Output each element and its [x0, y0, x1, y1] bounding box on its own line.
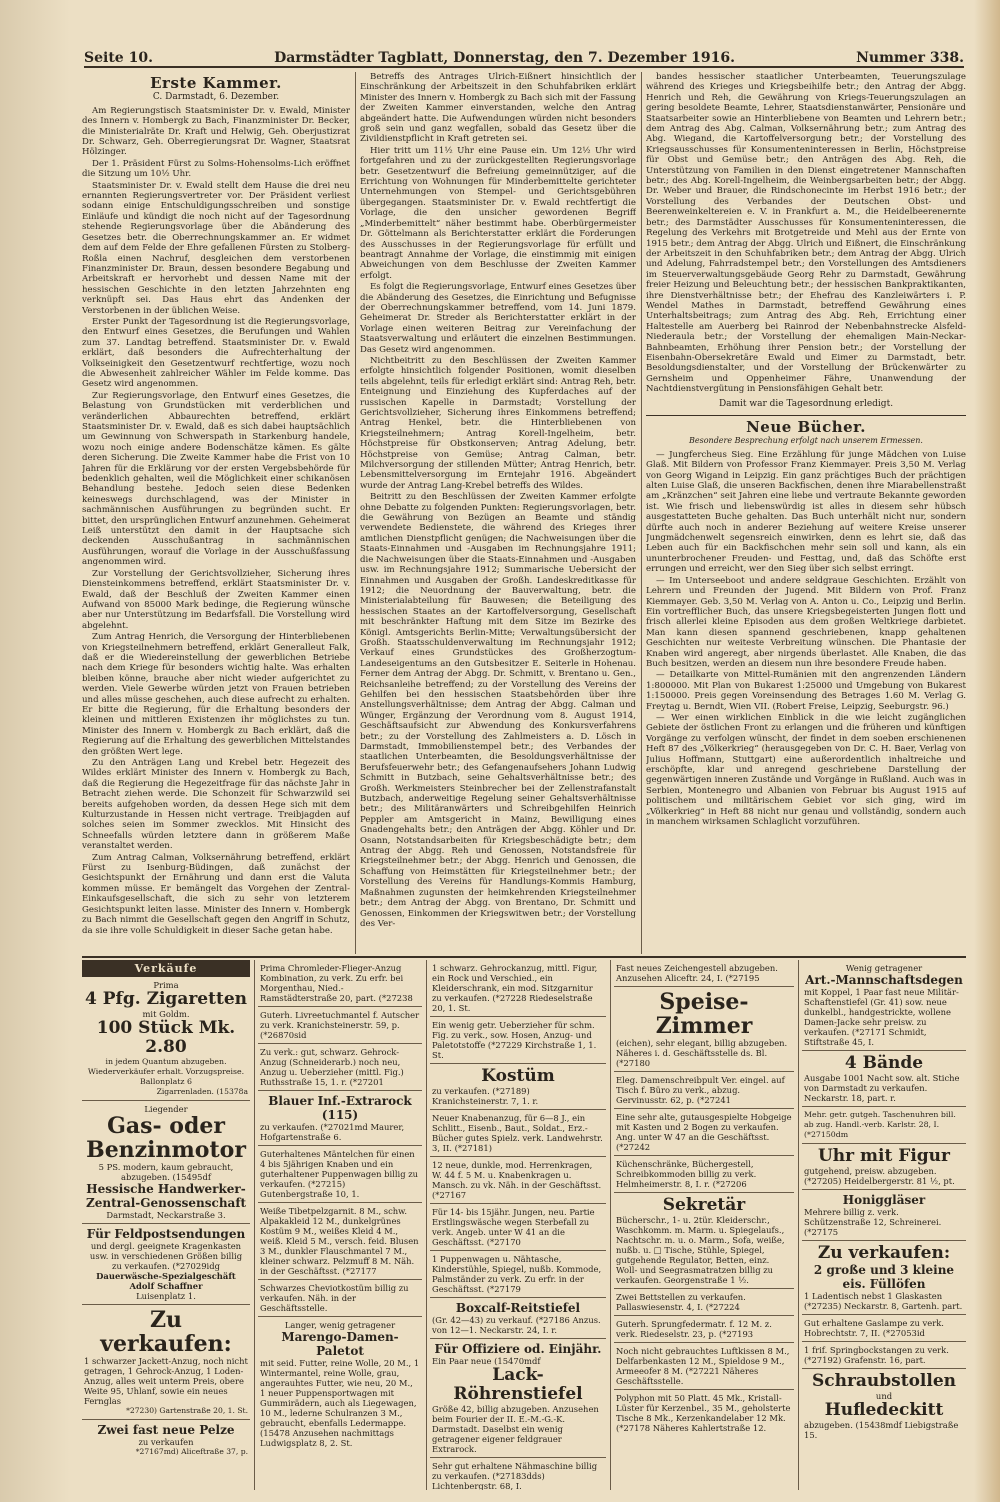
- ad-text: Eine sehr alte, gutausgespielte Hobgeige mit Kasten und 2 Bogen zu verkaufen. Ang. unter W 47 an die Geschäftsst. (*27242: [616, 1112, 792, 1152]
- ad-item: [802, 1051, 966, 1107]
- ad-item: [430, 1157, 606, 1204]
- ad-item: [430, 1298, 606, 1339]
- ad-text: gutgehend, preisw. abzugeben. (*27205) Heidelbergerstr. 81 ½, pt.: [804, 1166, 955, 1186]
- ad-item: [430, 1064, 606, 1110]
- book-review: — Im Unterseeboot und andere seldgraue Geschichten. Erzählt von Lehrern und Freunden der Jugend. Mit Bildern von Prof. Franz Kiemmayer. Geb. 3,50 M. Verlag von A. Anton u. Co., Leipzig und Berlin. Ein vortrefflicher Buch, das unsere Kriegsbegeisterten Jungen flott und frisch allerlei kleine Episoden aus dem großen Weltkriege darbietet. Man kann diesen spannend geschriebenen, knapp gehaltenen Geschichten nur weiteste Verbreitung wünschen. Die Phantasie der Knaben wird angeregt, aber nirgends überlastet. Alle Knaben, die das Buch besitzen, werden an diesem nun ihre besondere Freude haben.: [646, 575, 966, 669]
- ad-headline: Für Offiziere od. Einjähr.: [434, 1342, 602, 1356]
- ad-item: [614, 960, 794, 987]
- ad-text: Polyphon mit 50 Platt. 45 Mk., Kristall-Lüster für Kerzenbel., 35 M., geholsterte Tische 8 Mk., Kerzenkandelaber 12 Mk. (*27178 Näheres Kahlertstraße 12.: [616, 1393, 791, 1433]
- ad-headline: Zu verkaufen:: [100, 1307, 232, 1357]
- ad-text: 5 PS. modern, kaum gebraucht, abzugeben. (15495df: [98, 1162, 234, 1182]
- ad-item: [430, 1458, 606, 1490]
- ad-item: [614, 987, 794, 1072]
- paragraph: Zum Antrag Henrich, die Versorgung der Hinterbliebenen von Kriegsteilnehmern betreffend, erklärt Generalleut Falk, daß er die Wiedereinstellung der gewerblichen Betriebe nach dem Kriege für besonders wichtig halte. Was erhalten bleiben könne, brauche aber nicht wieder aufgerichtet zu werden. Viele Gewerbe würden jetzt von Frauen betrieben und alles müsse geschehen, auch diese aufrecht zu erhalten. Er bitte die Regierung, für die Erhaltung besonders der kleinen und mittleren Existenzen ihr möglichstes zu tun. Minister des Innern v. Hombergk zu Bach erklärt, daß die Regierung auf die Erhaltung des gewerblichen Mittelstandes den größten Wert lege.: [82, 632, 350, 757]
- ad-firm: Dauerwäsche-Spezialgeschäft Adolf Schaffner: [96, 1271, 236, 1291]
- ad-text: zu verkaufen. (*27189) Kranichsteinerstr. 7, 1. r.: [432, 1086, 539, 1106]
- ad-item: [614, 1193, 794, 1289]
- ad-item: [258, 1203, 422, 1280]
- books-heading: Neue Bücher.: [746, 418, 866, 436]
- ad-item: [614, 1316, 794, 1343]
- ad-text: Guterhaltenes Mäntelchen für einen 4 bis 5jährigen Knaben und ein guterhaltener Puppenwagen billig zu verkaufen. (*27215) Gutenbergstraße 10, 1.: [260, 1149, 419, 1199]
- ad-headline: Zu verkaufen:: [817, 1243, 951, 1263]
- ad-headline: 4 Bände: [844, 1053, 924, 1073]
- paragraph: Staatsminister Dr. v. Ewald stellt dem Hause die drei neu ernannten Regierungsvertreter vor. Der Präsident verliest sodann einige Entschuldigungsschreiben und sonstige Einläufe und kündigt die noch nicht auf der Tagesordnung stehende Regierungsvorlage über die Abänderung des Gesetzes betr. die Oberrechnungskammer an. Er widmet dem auf dem Felde der Ehre gefallenen Fürsten zu Stolberg-Roßla einen Nachruf, desgleichen dem verstorbenen Finanzminister Dr. Braun, dessen besondere Begabung und Arbeitskraft er hervorhebt und dessen Name mit der hessischen Geschichte in den letzten Jahrzehnten eng verknüpft sei. Das Haus ehrt das Andenken der Verstorbenen in der üblichen Weise.: [82, 180, 350, 316]
- ad-item: [802, 1144, 966, 1190]
- ad-item: [802, 1107, 966, 1144]
- ad-text: 1 schwarzer Jackett-Anzug, noch nicht getragen, 1 Gehrock-Anzug, 1 Loden-Anzug, alles weit unterm Preis, obere Weite 95, Uhlanf, sowie ein neues Fernglas: [84, 1356, 248, 1406]
- ad-item: [614, 1390, 794, 1436]
- ad-item: [258, 1280, 422, 1317]
- ad-text: Ausgabe 1001 Nacht sow. alt. Stiche von Darmstadt zu verkaufen. Neckarstr. 18, part. r.: [804, 1073, 960, 1103]
- ad-item: [258, 1007, 422, 1044]
- ad-text: 1 frif. Springbockstangen zu verk. (*27192) Grafenstr. 16, part.: [804, 1345, 949, 1365]
- ad-text: Schwarzes Cheviotkostüm billig zu verkaufen. Näh. in der Geschäftsstelle.: [260, 1283, 409, 1313]
- ad-suits: [82, 1305, 250, 1420]
- ad-text: zu verkaufen. (*27021md Maurer, Hofgartenstraße 6.: [260, 1122, 405, 1142]
- ad-text: mit seid. Futter, reine Wolle, 20 M., 1 Wintermantel, reine Wolle, grau, angerauhtes Futter, wie neu, 20 M., 1 neuer Puppensportwagen mit Gummirädern, auch als Liegewagen, 10 M., lederne Schulranzen 3 M., gebraucht, ebenfalls Ledermappe. (15478 Anzusehen nachmittags Ludwigsplatz 8, 2. St.: [260, 1358, 420, 1448]
- paragraph: Erster Punkt der Tagesordnung ist die Regierungsvorlage, den Entwurf eines Gesetzes, die Berufungen und Wahlen zum 37. Landtag betreffend. Staatsminister Dr. v. Ewald erklärt, daß besonders die Aufrechterhaltung der Volkseinigkeit den Gesetzentwurf rechtfertige, wozu noch die Abwesenheit zahlreicher Wähler im Felde komme. Das Gesetz wird angenommen.: [82, 316, 350, 390]
- ad-text: Mehrere billig z. verk. Schützenstraße 12, Schreinerei. (*27175: [804, 1207, 942, 1237]
- ad-headline: Art.-Mannschaftsdegen: [805, 973, 963, 987]
- masthead: [84, 44, 964, 68]
- ad-address: Darmstadt, Neckarstraße 3.: [106, 1210, 226, 1220]
- paragraph: Der 1. Präsident Fürst zu Solms-Hohensolms-Lich eröffnet die Sitzung um 10½ Uhr.: [82, 158, 350, 180]
- page-number: Seite 10.: [84, 50, 153, 66]
- ad-text: und: [875, 1391, 893, 1401]
- ad-text: Wenig getragener: [845, 963, 923, 973]
- ad-headline: Sekretär: [662, 1195, 746, 1215]
- column-divider: [641, 72, 642, 954]
- ad-headline: Lack-Röhrenstiefel: [453, 1365, 583, 1404]
- ad-item: [614, 1072, 794, 1109]
- ad-item: [430, 1339, 606, 1458]
- ad-item: [430, 1017, 606, 1064]
- book-review: — Wer einen wirklichen Einblick in die wie leicht zugänglichen Gebiete der östlichen Front zu erlangen und die früheren und künftigen Vorgänge zu verfolgen wünscht, der findet in dem soeben erschienenen Heft 87 des „Völkerkrieg“ (herausgegeben von Dr. C. H. Baer, Verlag von Julius Hoffmann, Stuttgart) eine außerordentlich inhaltreiche und erschöpfte, klar und anregend geschriebene Darstellung der gegenwärtigen inneren Zustände und Vorgänge in Rußland. Auch was in Serbien, Montenegro und Albanien von Februar bis August 1915 auf politischem und militärischem Gebiet vor sich ging, wird im „Völkerkrieg“ in Heft 88 nicht nur genau und vollständig, sondern auch in manchem wirksamen Schlaglicht vorzuführen.: [646, 712, 966, 828]
- ad-text: Eleg. Damenschreibpult Ver. eingel. auf Tisch f. Büro zu verk., abzug. Gervinusstr. 62, p. (*27241: [616, 1075, 785, 1105]
- ad-headline: Kostüm: [481, 1066, 555, 1086]
- ad-firm: Hessische Handwerker-Zentral-Genossenschaft: [85, 1182, 247, 1210]
- ad-headline: Gas- oder Benzinmotor: [86, 1113, 246, 1163]
- ad-text: Weiße Tibetpelzgarnit. 8 M., schw. Alpakakleid 12 M., dunkelgrünes Kostüm 9 M., weißes Kleid 4 M., weiß. Kleid 5 M., versch. feid. Blusen 3 M., dunkler Flauschmantel 7 M., kleiner schwarz. Pelzmuff 8 M. Näh. in der Geschäftsst. (*27177: [260, 1206, 419, 1276]
- ad-text: Neuer Knabenanzug, für 6—8 J., ein Schlitt., Eisenb., Baut., Soldat., Erz.-Bücher gutes Spielz. verk. Landwehrstr. 3, II. (*27181): [432, 1113, 603, 1153]
- ad-column-3: [430, 960, 606, 1490]
- ad-text: Küchenschränke, Büchergestell, Schreibkommoden billig zu verk. Helmheimerstr. 8, I. r. (*27206: [616, 1159, 757, 1189]
- article-column-3: [646, 72, 966, 954]
- ad-headline: 4 Pfg. Zigaretten: [85, 989, 247, 1009]
- newspaper-title: Darmstädter Tagblatt, Donnerstag, den 7. Dezember 1916.: [274, 50, 735, 66]
- classified-ads: [82, 960, 966, 1490]
- paragraph: Betreffs des Antrages Ulrich-Eißnert hinsichtlich der Einschränkung der Arbeitszeit in den Schuhfabriken erklärt Minister des Innern v. Hombergk zu Bach sich mit der Fassung der Zweiten Kammer einverstanden, welche den Antrag abgeändert hatte. Die Aufwendungen würden nicht besonders groß sein und ganz wegfallen, sobald das Gesetz über die Zivildienstpflicht in Kraft getreten sei.: [360, 72, 636, 145]
- ad-text: 1 Puppenwagen u. Nähtasche, Kinderstühle, Spiegel, nußb. Kommode, Palmständer zu verk. Zu erfr. in der Geschäftsst. (*27179: [432, 1254, 602, 1294]
- ad-divider: [798, 960, 799, 1490]
- ad-headline: Uhr mit Figur: [817, 1146, 950, 1166]
- ad-text: Noch nicht gebrauchtes Luftkissen 8 M., Delfarbenkasten 12 M., Spieldose 9 M., Armeeofer 8 M. (*27221 Näheres Geschäftsstelle.: [616, 1346, 790, 1386]
- ad-item: [258, 1146, 422, 1203]
- ad-item: [802, 1342, 966, 1369]
- ad-item: [614, 1156, 794, 1193]
- ad-item: [430, 1110, 606, 1157]
- issue-number: Nummer 338.: [856, 50, 964, 66]
- ad-headline: Zwei fast neue Pelze: [97, 1423, 235, 1437]
- ad-column-2: [258, 960, 422, 1490]
- paragraph: Zur Vorstellung der Gerichtsvollzieher, Sicherung ihres Diensteinkommens betreffend, erklärt Staatsminister Dr. v. Ewald, daß der Beschluß der Zweiten Kammer einen Aufwand von 85000 Mark bedinge, die Regierung wünsche aber nur Unterstützung im Bedarfsfall. Die Vorstellung wird abgelehnt.: [82, 568, 350, 631]
- paragraph: Zu den Anträgen Lang und Krebel betr. Hegezeit des Wildes erklärt Minister des Innern v. Hombergk zu Bach, daß die Regierung die Hegezeitfrage für das nächste Jahr in Betracht ziehen werde. Die Schonzeit für Schwarzwild sei bereits aufgehoben worden, da dessen Hege sich mit dem Kulturzustande in Hessen nicht vertrage. Treibjagden auf solches seien im Sommer zwecklos. Mit Hinsicht des Schneefalls würden letztere dann in größerem Maße veranstaltet werden.: [82, 758, 350, 852]
- paragraph: Beitritt zu den Beschlüssen der Zweiten Kammer erfolgte ohne Debatte zu folgenden Punkten: Regierungsvorlagen, betr. die Gewährung von Bezügen an Beamte und ständig verwendete Bedienstete, die während des Krieges ihrer amtlichen Dienstpflicht genügen; die Nachweisungen über die Staats-Einnahmen und -Ausgaben im Rechnungsjahre 1911; die Nachweisungen über die Staats-Einnahmen und -Ausgaben usw. im Rechnungsjahre 1912; Summarische Uebersicht der Einnahmen und Ausgaben der Großh. Landeskreditkasse für 1912; die Neuordnung der Bauverwaltung, betr. die Ministerialabteilung für Bauwesen; die Beteiligung des hessischen Staates an der Kartoffelversorgung, Gesellschaft mit beschränkter Haftung mit dem Sitze im Bezirke des Königl. Amtsgerichts Berlin-Mitte; Verwaltungsübersicht der Großh. Staatsschuldenverwaltung im Rechnungsjahr 1912; Verkauf eines Grundstückes des Großherzogtum-Landeseigentums an den Gutsbesitzer E. Seiterle in Hohenau. Ferner dem Antrag der Abgg. Dr. Schmitt, v. Brentano u. Gen., Reichsanleihe betreffend; zu der Vorstellung des Vereins der Gehilfen bei den hessischen Staatsbehörden über ihre Anstellungsverhältnisse; dem Antrag der Abgg. Calman und Wünger, Ergänzung der Verordnung vom 8. August 1914, Geschäftsaufsicht zur Abwendung des Konkursverfahrens betr.; zu der Vorstellung des Zahlmeisters a. D. Lösch in Darmstadt, Immobilienstempel betr.; des Verbandes der staatlichen Unterbeamten, die Besoldungsverhältnisse der Berufsfeuerwehr betr.; des Gefangenaufsehers Johann Ludwig Schmitt in Butzbach, seine Gehaltsverhältnisse betr.; des Großh. Werkmeisters Steinbrecher bei der Zellenstrafanstalt Butzbach, anderweitige Regelung seiner Gehaltsverhältnisse betr.; des Militäranwärters und Schreibgehilfen Heinrich Peppler am Amtsgericht in Mainz, Bewilligung eines Gnadengehalts betr.; den Anträgen der Abgg. Köhler und Dr. Osann, Notstandsarbeiten für Kriegsbeschädigte betr.; dem Antrag der Abgg. Reh und Genossen, Notstandsfreie für Kriegsteilnehmer betr.; der Abgg. Henrich und Genossen, die Schaffung von Heimstätten für Kriegsteilnehmer betr.; der Vorstellung des Vereins für Handlungs-Kommis Hamburg, Maßnahmen zugunsten der heimkehrenden Kriegsteilnehmer betr.; dem Antrag der Abgg. von Brentano, Dr. Schmitt und Genossen, Einkommen der Kriegswitwen betr.; der Vorstellung des Ver-: [360, 492, 636, 929]
- ad-text: Ein wenig getr. Ueberzieher für schm. Fig. zu verk., sow. Hosen, Anzug- und Paletotstoffe (*27229 Kirchstraße 1, 1. St.: [432, 1020, 597, 1060]
- ad-text: Langer, wenig getragener: [284, 1320, 396, 1330]
- ad-text: 1 Ladentisch nebst 1 Glaskasten (*27235) Neckarstr. 8, Gartenh. part.: [804, 1291, 963, 1311]
- ad-headline: Marengo-Damen-Paletot: [281, 1330, 399, 1358]
- ad-text: abzugeben. (15438mdf Liebigstraße 15.: [804, 1420, 959, 1440]
- ad-headline: Speise-Zimmer: [655, 989, 753, 1039]
- ad-text: mit Koppel, 1 Paar fast neue Militär-Schaftenstiefel (Gr. 41) sow. neue dunkelbl., handgestrickte, wollene Damen-Jacke sehr preisw. zu verkaufen. (*27171 Schmidt, Stiftstraße 45, I.: [804, 987, 959, 1047]
- ad-text: in jedem Quantum abzugeben. Wiederverkäufer erhalt. Vorzugspreise. Ballonplatz 6: [87, 1057, 245, 1086]
- ad-item: [258, 1044, 422, 1091]
- ad-text: Zu verk.: gut, schwarz. Gehrock-Anzug (Schneiderarb.) noch neu, Anzug u. Ueberzieher (mittl. Fig.) Ruthsstraße 15, 1. r. (*27201: [260, 1047, 404, 1087]
- ad-text: Für 14- bis 15jähr. Jungen, neu. Partie Erstlingswäsche wegen Sterbefall zu verk. Angeb. unter W 41 an die Geschäftsst. (*27170: [432, 1207, 595, 1247]
- paragraph: Hier tritt um 11½ Uhr eine Pause ein. Um 12½ Uhr wird fortgefahren und zu der zurückgestellten Regierungsvorlage betr. Gesetzentwurf die Befreiung gemeinnütziger, auf die Errichtung von Wohnungen für Minderbemittelte gerichteter Unternehmungen von Stempel- und Gerichtsgebühren übergegangen. Staatsminister Dr. v. Ewald rechtfertigt die Vorlage, die den unsicher gewordenen Begriff „Minderbemittelt“ näher bestimmt habe. Oberbürgermeister Dr. Göttelmann als Berichterstatter erklärt die Forderungen des Ausschusses in der Regierungsvorlage für erfüllt und beantragt Annahme der Vorlage, die einstimmig mit einigen Abweichungen von dem Beschlusse der Zweiten Kammer erfolgt.: [360, 145, 636, 281]
- paragraph: bandes hessischer staatlicher Unterbeamten, Teuerungszulage während des Krieges und Kriegsbeihilfe betr.; den Antrag der Abgg. Henrich und Reh, die Gewährung von Kriegs-Teuerungszulagen an gering besoldete Beamte, Lehrer, Staatsdienstanwärter, Pensionäre und Staatsarbeiter sowie an Hinterbliebene von Beamten und Lehrern betr.; dem Antrag des Abg. Calman, Volksernährung betr.; zum Antrag des Abg. Wiegand, die Kartoffelversorgung betr.; der Vorstellung des Kriegsausschusses für Konsumenteninteressen in Berlin, Höchstpreise für Obst und Gemüse betr.; den Anträgen des Abg. Reh, die Unterstützung von Familien in den Dienst eingetretener Mannschaften betr.; des Abg. Korell-Ingelheim, die Weinbergsarbeiten betr.; der Abgg. Dr. Weber und Brauer, die Rindschonecinte im Herbst 1916 betr.; der Vorstellung des Verbandes der Deutschen Obst- und Beerenweinkeltereien e. V. in Frankfurt a. M., die Heidelbeerenernte betr.; des Darmstädter Ausschusses für Konsumenteninteressen, die Regelung des Verkehrs mit Brotgetreide und Mehl aus der Ernte von 1915 betr.; dem Antrag der Abgg. Ulrich und Eißnert, die Einschränkung der Arbeitszeit in den Schuhfabriken betr.; dem Antrag der Abgg. Ulrich und Adelung, Fahrradstempel betr.; den Vorstellungen des Amtsdieners im Steuerverwaltungsgebäude Georg Rehr zu Darmstadt, Gewährung freier Heizung und Beleuchtung betr.; der hessischen Bankpraktikanten, ihre Dienstverhältnisse betr.; der Ehefrau des Kanzleiwärters i. P. Wendel Mathes in Darmstadt, betreffend Gewährung eines Unterhaltsbeitrags; zum Antrag des Abg. Reh, Errichtung einer Haltestelle am Auerberg bei Rainrod der Nebenbahnstrecke Alsfeld-Niederaula betr.; der Vorstellung der ehemaligen Main-Neckar-Bahnbeamten, Erhöhung ihrer Pension betr.; der Vorstellung der Eisenbahn-Obersekretäre Ewald und Eimer zu Darmstadt, betr. Besoldungsdienstalter, und der Vorstellung der Brückenwärter zu Gernsheim und Oppenheimer Fähre, Unanwendung der Nachtdienstvergütung in Pensionsfähigen Gehalt betr.: [646, 72, 966, 395]
- ad-text: zu verkaufen: [138, 1437, 194, 1447]
- ad-furs: [82, 1420, 250, 1460]
- page-edge-shade: [0, 0, 70, 1502]
- ad-item: [430, 1251, 606, 1298]
- ad-column-5: [802, 960, 966, 1490]
- ad-text: Prima: [153, 980, 179, 990]
- ad-text: Gut erhaltene Gaslampe zu verk. Hobrechtstr. 7, II. (*27053id: [804, 1318, 944, 1338]
- ad-column-4: [614, 960, 794, 1490]
- section-divider: [646, 415, 966, 416]
- article-column-1: [82, 72, 350, 954]
- ad-item: [430, 960, 606, 1017]
- ad-text: 12 neue, dunkle, mod. Herrenkragen, W. 44 f. 5 M. u. Knabenkragen u. Mansch. zu vk. Näh. in der Geschäftsst. (*27167: [432, 1160, 602, 1200]
- ad-ref: Zigarrenladen. (15378a: [156, 1087, 248, 1096]
- ad-text: Guterh. Livreetuchmantel f. Autscher zu verk. Kranichsteinerstr. 59, p. (*26870sid: [260, 1010, 420, 1040]
- ad-ref: *27167md) Aliceftraße 37, p.: [135, 1447, 248, 1456]
- ad-headline: Schraubstollen: [811, 1371, 957, 1391]
- closing-line: Damit war die Tagesordnung erledigt.: [718, 398, 894, 409]
- ad-motor: [82, 1101, 250, 1224]
- ads-banner: Verkäufe: [82, 960, 250, 977]
- ad-item: [614, 1109, 794, 1156]
- paragraph: Zum Antrag Calman, Volksernährung betreffend, erklärt Fürst zu Isenburg-Büdingen, daß zunächst der Gesichtspunkt der Ernährung und dann erst die Valuta kommen müsse. Er bemängelt das Vorgehen der Zentral-Einkaufsgesellschaft, die sich zu sehr von letzterem Gesichtspunkt leiten lasse. Minister des Innern v. Hombergk zu Bach nimmt die Gesellschaft gegen den Angriff in Schutz, da sie ihre volle Schuldigkeit in dieser Sache getan habe.: [82, 852, 350, 936]
- ad-item: [802, 1315, 966, 1342]
- article-column-2: [360, 72, 636, 954]
- page-edge-stain: [974, 0, 1000, 1502]
- ad-headline: Honiggläser: [842, 1193, 926, 1207]
- ad-text: 1 schwarz. Gehrockanzug, mittl. Figur, ein Rock und Verschied., ein Kleiderschrank, ein mod. Sitzgarnitur zu verkaufen. (*27228 Riedeselstraße 20, 1. St.: [432, 963, 598, 1013]
- column-divider: [355, 72, 356, 954]
- ad-headline: Für Feldpostsendungen: [86, 1227, 246, 1241]
- ad-text: Liegender: [144, 1104, 188, 1114]
- ad-divider: [426, 960, 427, 1490]
- ad-address: Luisenplatz 1.: [136, 1291, 196, 1301]
- ad-headline: Hufledeckitt: [824, 1400, 944, 1420]
- book-review: — Jungfercheus Sieg. Eine Erzählung für junge Mädchen von Luise Glaß. Mit Bildern von Professor Franz Kiemmayer. Preis 3,50 M. Verlag von Georg Wigand in Leipzig. Ein ganz prächtiges Buch der prächtigen alten Luise Glaß, die unseren Backfischen, denen ihre Miarabellenstraßt am „Kränzchen“ seit Jahren eine liebe und vertraute Bekannte geworden ist. Wie frisch und liebenswürdig ist alles in diesem sehr hübsch ausgestatteten Buche gehalten. Das Buch unterhält nicht nur, sondern dürfte auch noch in anderer Beziehung auf weitere Kreise unserer Jungmädchenwelt segensreich einwirken, denn es lehrt sie, daß das Leben auch für ein Backfischchen mehr sein soll und kann, als ein ununterbrochener Freuden- und Festtag, und, daß das Schöfte erst errungen und erreicht, wer den Sieg über sich selbst erringt.: [646, 449, 966, 575]
- ad-text: Zwei Bettstellen zu verkaufen. Pallaswiesenstr. 4, I. (*27224: [616, 1292, 746, 1312]
- ad-text: Prima Chromleder-Flieger-Anzug Kombination, zu verk. Zu erfr. bei Morgenthau, Nied.-Ramstädterstraße 20, part. (*27238: [260, 963, 413, 1003]
- section-heading: Erste Kammer.: [150, 74, 282, 92]
- ad-text: Guterh. Sprungfedermatr. f. 12 M. z. verk. Riedeselstr. 23, p. (*27193: [616, 1319, 772, 1339]
- ad-text: mit Goldm.: [142, 1009, 190, 1019]
- ad-ref: *27230) Gartenstraße 20, 1. St.: [126, 1406, 248, 1415]
- ad-text: Mehr. getr. gutgeh. Taschenuhren bill. ab zug. Handl.-verb. Karlstr. 28, I. (*27150dm: [804, 1110, 956, 1139]
- paragraph: Es folgt die Regierungsvorlage, Entwurf eines Gesetzes über die Abänderung des Gesetzes, die Einrichtung und Befugnisse der Oberrechnungskammer betreffend, vom 14. Juni 1879. Geheimerat Dr. Streder als Berichterstatter erklärt in der Vorlage einen weiteren Beitrag zur Vereinfachung der Staatsverwaltung und erläutert die einzelnen Bestimmungen. Das Gesetz wird angenommen.: [360, 282, 636, 355]
- book-review: — Detailkarte von Mittel-Rumänien mit den angrenzenden Ländern 1:800000. Mit Plan von Bukarest 1:25000 und Umgebung von Bukarest 1:150000. Preis gegen Voreinsendung des Betrages 1.60 M. Verlag G. Freytag u. Berndt, Wien VII. (Robert Freise, Leipzig, Seeburgstr. 96.): [646, 670, 966, 712]
- ad-divider: [610, 960, 611, 1490]
- books-subheading: Besondere Besprechung erfolgt nach unserem Ermessen.: [689, 436, 923, 446]
- ad-headline: Boxcalf-Reitstiefel: [455, 1301, 581, 1315]
- ad-item: [258, 960, 422, 1007]
- ads-divider: [82, 956, 966, 958]
- ad-item: [430, 1204, 606, 1251]
- ad-item: [614, 1343, 794, 1390]
- ad-text: Bücherschr., 1- u. 2tür. Kleiderschr., Waschkomm. m. Marm. u. Spiegelaufs., Nachtschr. m. u. o. Marm., Sofa, weiße, nußb. u. □ Tische, Stühle, Spiegel, gutgehende Regulator, Betten, einz. Woll- und Seegrasmatratzen billig zu verkaufen. Georgenstraße 1 ½.: [616, 1215, 785, 1285]
- ad-text: Fast neues Zeichengestell abzugeben. Anzusehen Aliceftr. 24, I. (*27195: [616, 963, 778, 983]
- paragraph: Nichtbeitritt zu den Beschlüssen der Zweiten Kammer erfolgte hinsichtlich folgender Positionen, womit dieselben teils abgelehnt, teils für erledigt erklärt sind: Antrag Reh, betr. Enteignung und Einziehung des Kupferdaches auf der russischen Kapelle in Darmstadt; Vorstellung der Gerichtsvollzieher, Sicherung ihres Einkommens betreffend; Antrag Henkel, betr. die Hinterbliebenen von Kriegsteilnehmern; Antrag Korell-Ingelheim, betr. Höchstpreise für Obstkonserven; Antrag Adelung, betr. Höchstpreise von Gemüse; Antrag Calman, betr. Milchversorgung der stillenden Mütter; Antrag Henrich, betr. Lebensmittelversorgung im Erntejahr 1916. Abgeändert wurde der Antrag Lang-Krebel betreffs des Wildes.: [360, 355, 636, 491]
- ad-feldpost: [82, 1224, 250, 1305]
- ad-text: (Gr. 42—43) zu verkauf. (*27186 Anzus. von 12—1. Neckarstr. 24, I. r.: [432, 1315, 601, 1335]
- ad-headline: 2 große und 3 kleine eis. Füllöfen: [813, 1263, 955, 1291]
- dateline: C. Darmstadt, 6. Dezember.: [152, 92, 280, 103]
- ad-text: (eichen), sehr elegant, billig abzugeben. Näheres i. d. Geschäftsstelle ds. Bl. (*27180: [616, 1038, 788, 1068]
- ad-text: und dergl. geeignete Kragenkasten usw. in verschiedenen Größen billig zu verkaufen. (*27029idg: [89, 1241, 243, 1271]
- ad-item: [802, 1190, 966, 1241]
- paragraph: Am Regierungstisch Staatsminister Dr. v. Ewald, Minister des Innern v. Hombergk zu Bach, Finanzminister Dr. Becker, die Ministerialräte Dr. Kraft und Helwig, Geh. Oberjustizrat Dr. Schwarz, Geh. Oberregierungsrat Dr. Wagner, Staatsrat Hölzinger.: [82, 105, 350, 158]
- ad-item: [258, 1317, 422, 1451]
- ad-column-1: [82, 960, 250, 1490]
- ad-text: Größe 42, billig abzugeben. Anzusehen beim Fourier der II. E.-M.-G.-K. Darmstadt. Daselbst ein wenig getragener eigener feldgrauer Extrarock.: [432, 1404, 599, 1454]
- ad-headline: 100 Stück Mk. 2.80: [96, 1018, 236, 1057]
- ad-item: [802, 1241, 966, 1315]
- paragraph: Zur Regierungsvorlage, den Entwurf eines Gesetzes, die Belastung von Grundstücken mit verderblichen und veränderlichen Abbaurechten betreffend, erklärt Staatsminister Dr. v. Ewald, daß es sich dabei hauptsächlich um Gewinnung von Schwerspath in Starkenburg handele, wozu noch einige andere Bodenschätze kämen. Es gälte deren Sicherung. Die Zweite Kammer habe die Frist von 10 Jahren für die Erklärung vor der ersten Vergebsbehörde für bedenklich gehalten, weil die Möglichkeit einer schikanösen Behandlung bestehe. Jedoch seien diese Bedenken keineswegs durchschlagend, was der Minister in sachmännischen Ausführungen zu begründen sucht. Er bittet, den ursprünglichen Entwurf anzunehmen. Geheimerat Leiß unterstützt den damit in der Hauptsache sich deckenden Ausschußantrag in sachmännischen Ausführungen, worauf die Vorlage in der Ausschußfassung angenommen wird.: [82, 390, 350, 568]
- ad-item: [802, 1369, 966, 1443]
- ad-item: [258, 1091, 422, 1146]
- ad-cigarettes: [82, 977, 250, 1101]
- ad-item: [802, 960, 966, 1051]
- ad-divider: [254, 960, 255, 1490]
- ad-headline: Blauer Inf.-Extrarock (115): [268, 1094, 412, 1122]
- ad-item: [614, 1289, 794, 1316]
- ad-text: Sehr gut erhaltene Nähmaschine billig zu verkaufen. (*27183dds) Lichtenbergstr. 68, I.: [432, 1461, 598, 1490]
- ad-text: Ein Paar neue (15470mdf: [432, 1356, 541, 1366]
